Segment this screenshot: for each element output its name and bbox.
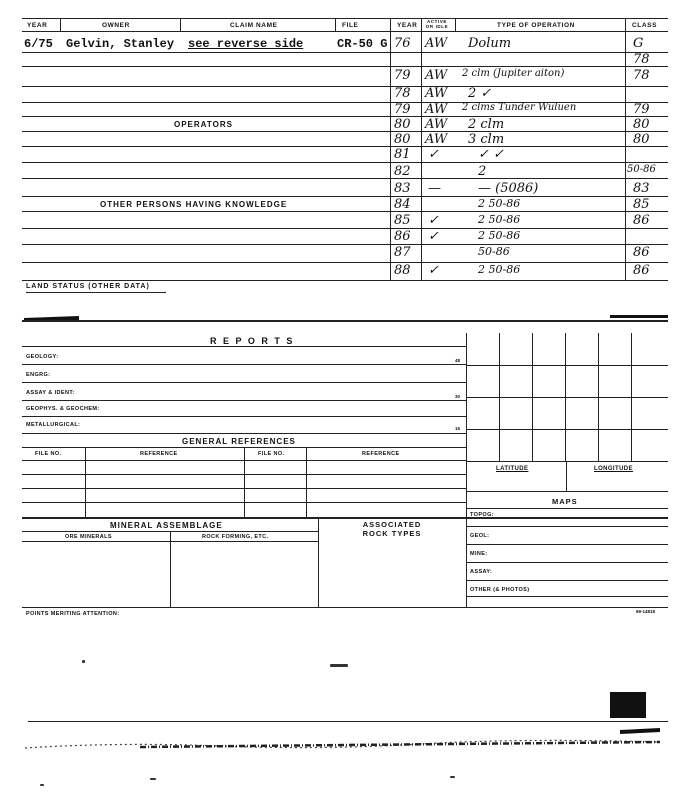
log-class: 83 bbox=[633, 181, 650, 196]
log-year: 84 bbox=[394, 197, 411, 212]
header-divider bbox=[60, 18, 61, 31]
reports-rule bbox=[22, 364, 466, 365]
log-type: 2 clm bbox=[468, 117, 505, 132]
mineral-bottom-rule bbox=[22, 607, 668, 608]
log-type: 2 clm (Jupiter aiton) bbox=[462, 68, 565, 79]
longitude-label: LONGITUDE bbox=[594, 466, 633, 472]
grid-line bbox=[466, 397, 668, 398]
owner-row-rule bbox=[22, 116, 390, 117]
points-meriting-attention: POINTS MERITING ATTENTION: bbox=[26, 611, 120, 617]
persons-row-rule bbox=[22, 211, 390, 212]
log-year: 78 bbox=[394, 86, 411, 101]
associated-rock-types-heading: ASSOCIATED ROCK TYPES bbox=[362, 520, 422, 538]
ops-row-rule bbox=[390, 66, 668, 67]
mineral-divider bbox=[318, 517, 319, 607]
reports-rule bbox=[22, 346, 466, 347]
log-active: — bbox=[428, 181, 441, 196]
log-class: 80 bbox=[633, 132, 650, 147]
log-active: ✓ bbox=[428, 213, 439, 228]
scan-noise bbox=[20, 728, 670, 758]
ops-row-rule bbox=[390, 162, 668, 163]
log-year: 82 bbox=[394, 164, 411, 179]
reports-top-rule bbox=[22, 320, 668, 322]
header-claim-name: CLAIM NAME bbox=[230, 22, 278, 29]
log-class: G bbox=[633, 36, 644, 51]
ref-col-file-no: FILE NO. bbox=[35, 451, 62, 457]
log-type: Dolum bbox=[468, 36, 512, 51]
scan-speck bbox=[450, 776, 455, 778]
log-active: AW bbox=[425, 117, 448, 132]
operators-row-rule bbox=[22, 196, 390, 197]
ops-row-rule bbox=[390, 52, 668, 53]
operators-heading: OPERATORS bbox=[174, 120, 233, 129]
log-active: AW bbox=[425, 68, 448, 83]
log-type: 2 ✓ bbox=[468, 86, 492, 101]
land-status-underline bbox=[26, 292, 166, 293]
report-geology: GEOLOGY: bbox=[26, 354, 59, 360]
log-class: 85 bbox=[633, 197, 650, 212]
log-active: ✓ bbox=[428, 229, 439, 244]
reports-rule bbox=[22, 433, 466, 434]
owner-row-rule bbox=[22, 102, 390, 103]
persons-row-rule bbox=[22, 262, 390, 263]
log-year: 85 bbox=[394, 213, 411, 228]
log-class: 79 bbox=[633, 102, 650, 117]
log-type: — (5086) bbox=[478, 181, 539, 196]
ops-divider bbox=[390, 18, 391, 280]
latitude-label: LATITUDE bbox=[496, 466, 529, 472]
grid-line bbox=[466, 365, 668, 366]
report-engrg: ENGRG: bbox=[26, 372, 51, 378]
ref-col-reference-2: REFERENCE bbox=[362, 451, 400, 457]
header-top-rule bbox=[22, 18, 668, 19]
references-divider bbox=[244, 447, 245, 517]
log-year: 86 bbox=[394, 229, 411, 244]
report-metallurgical-num: 15 bbox=[455, 426, 461, 431]
latlong-bottom-rule bbox=[466, 491, 668, 492]
maps-mine: MINE: bbox=[470, 551, 488, 557]
reports-heading: R E P O R T S bbox=[210, 336, 295, 346]
log-type: 2 bbox=[478, 164, 487, 179]
log-class: 80 bbox=[633, 117, 650, 132]
owner-row-rule bbox=[22, 66, 390, 67]
entry-file: CR-50 G bbox=[337, 37, 388, 51]
log-year: 88 bbox=[394, 263, 411, 278]
ops-row-rule bbox=[390, 178, 668, 179]
maps-topog: TOPOG: bbox=[470, 512, 494, 518]
header-type-of-operation: TYPE OF OPERATION bbox=[497, 22, 575, 29]
other-persons-heading: OTHER PERSONS HAVING KNOWLEDGE bbox=[100, 200, 288, 209]
grid-line bbox=[466, 461, 668, 462]
reports-rule bbox=[22, 400, 466, 401]
ops-divider bbox=[421, 18, 422, 280]
header-owner: OWNER bbox=[102, 22, 130, 29]
log-active: AW bbox=[425, 36, 448, 51]
maps-rule bbox=[466, 508, 668, 509]
maps-other: OTHER (& PHOTOS) bbox=[470, 587, 530, 593]
persons-row-rule bbox=[22, 228, 390, 229]
log-type: 2 50-86 bbox=[478, 213, 521, 226]
header-file: FILE bbox=[342, 22, 359, 29]
maps-heading: MAPS bbox=[552, 497, 578, 506]
references-bottom-rule bbox=[22, 517, 668, 519]
report-geology-num: 48 bbox=[455, 358, 461, 363]
report-assay-num: 30 bbox=[455, 394, 461, 399]
maps-rule bbox=[466, 544, 668, 545]
scan-blot bbox=[610, 692, 646, 718]
log-type: 2 50-86 bbox=[478, 229, 521, 242]
scan-speck bbox=[40, 784, 44, 786]
log-year: 79 bbox=[394, 102, 411, 117]
log-class: 86 bbox=[633, 263, 650, 278]
ref-col-file-no-2: FILE NO. bbox=[258, 451, 285, 457]
references-divider bbox=[85, 447, 86, 517]
ops-divider bbox=[625, 18, 626, 280]
ore-minerals-label: ORE MINERALS bbox=[65, 534, 112, 540]
report-geophys: GEOPHYS. & GEOCHEM: bbox=[26, 406, 100, 412]
operators-row-rule bbox=[22, 162, 390, 163]
maps-rule bbox=[466, 596, 668, 597]
general-references-heading: GENERAL REFERENCES bbox=[182, 437, 296, 446]
maps-geol: GEOL: bbox=[470, 533, 490, 539]
header-divider bbox=[335, 18, 336, 31]
log-type: 2 clms Tunder Wuluen bbox=[462, 102, 577, 113]
maps-assay: ASSAY: bbox=[470, 569, 493, 575]
header-divider bbox=[180, 18, 181, 31]
log-type: 2 50-86 bbox=[478, 263, 521, 276]
log-type: 50-86 bbox=[478, 245, 510, 258]
log-type: 3 clm bbox=[468, 132, 505, 147]
entry-year: 6/75 bbox=[24, 37, 53, 51]
mineral-rule bbox=[22, 541, 318, 542]
log-active: ✓ bbox=[428, 263, 439, 278]
header-bottom-rule bbox=[22, 31, 668, 32]
reports-rule bbox=[22, 416, 466, 417]
log-class: 50-86 bbox=[627, 164, 656, 175]
rock-forming-label: ROCK FORMING, ETC. bbox=[202, 534, 269, 540]
log-year: 80 bbox=[394, 117, 411, 132]
ops-divider bbox=[455, 18, 456, 31]
land-status-rule bbox=[22, 280, 668, 281]
log-year: 81 bbox=[394, 147, 411, 162]
operators-row-rule bbox=[22, 178, 390, 179]
scan-speck bbox=[330, 664, 348, 667]
log-type: 2 50-86 bbox=[478, 197, 521, 210]
scan-line bbox=[28, 721, 668, 722]
mineral-assemblage-heading: MINERAL ASSEMBLAGE bbox=[110, 521, 223, 530]
header-year: YEAR bbox=[27, 22, 48, 29]
references-divider bbox=[306, 447, 307, 517]
scan-speck bbox=[82, 660, 85, 663]
log-year: 76 bbox=[394, 36, 411, 51]
header-year-2: YEAR bbox=[397, 22, 418, 29]
operators-row-rule bbox=[22, 146, 390, 147]
report-metallurgical: METALLURGICAL: bbox=[26, 422, 81, 428]
latlong-divider bbox=[566, 461, 567, 491]
owner-row-rule bbox=[22, 52, 390, 53]
log-class: 86 bbox=[633, 245, 650, 260]
reports-rule bbox=[22, 382, 466, 383]
log-active: AW bbox=[425, 132, 448, 147]
maps-rule bbox=[466, 580, 668, 581]
land-status-heading: LAND STATUS (OTHER DATA) bbox=[26, 283, 150, 290]
log-year: 79 bbox=[394, 68, 411, 83]
owner-row-rule bbox=[22, 86, 390, 87]
log-active: AW bbox=[425, 86, 448, 101]
scan-speck bbox=[150, 778, 156, 780]
form-number: 69-14818 bbox=[636, 609, 656, 614]
log-class: 86 bbox=[633, 213, 650, 228]
log-year: 87 bbox=[394, 245, 411, 260]
log-active: AW bbox=[425, 102, 448, 117]
log-active: ✓ bbox=[428, 147, 439, 162]
entry-owner: Gelvin, Stanley bbox=[66, 37, 175, 51]
mineral-divider bbox=[170, 531, 171, 607]
log-class: 78 bbox=[633, 52, 650, 67]
log-year: 83 bbox=[394, 181, 411, 196]
header-class: CLASS bbox=[632, 22, 658, 29]
pen-stroke bbox=[610, 315, 668, 318]
ref-col-reference: REFERENCE bbox=[140, 451, 178, 457]
ops-row-rule bbox=[390, 244, 668, 245]
log-type: ✓ ✓ bbox=[478, 147, 504, 162]
maps-rule bbox=[466, 526, 668, 527]
grid-line bbox=[466, 429, 668, 430]
operators-row-rule bbox=[22, 131, 390, 132]
log-class: 78 bbox=[633, 68, 650, 83]
persons-row-rule bbox=[22, 244, 390, 245]
entry-claim-name: see reverse side bbox=[188, 37, 304, 51]
ops-row-rule bbox=[390, 211, 668, 212]
header-active-idle: ACTIVE OR IDLE bbox=[425, 19, 449, 29]
log-year: 80 bbox=[394, 132, 411, 147]
report-assay: ASSAY & IDENT: bbox=[26, 390, 75, 396]
maps-rule bbox=[466, 562, 668, 563]
ops-row-rule bbox=[390, 196, 668, 197]
